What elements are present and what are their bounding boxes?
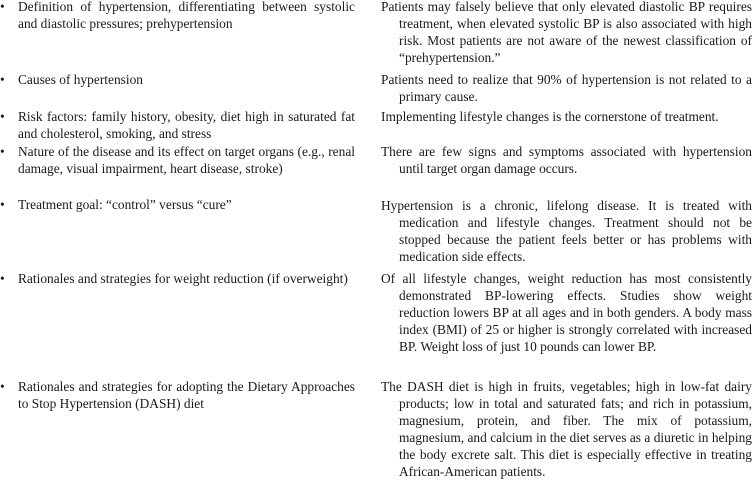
rationale-text: Of all lifestyle changes, weight reduction has most consistently demonstrated BP-lowering effects. Studies show weight reduction lowers BP at all ages and in both genders. A body mass index (BMI) of 25 or higher is strongly correlated with increased BP. Weight loss of just 10 pounds can lower BP.	[381, 271, 752, 354]
topic-text: Risk factors: family history, obesity, diet high in saturated fat and cholesterol, smoking, and stress	[18, 109, 355, 141]
bullet-icon: •	[0, 0, 5, 14]
rationale-text: There are few signs and symptoms associated with hypertension until target organ damage occurs.	[381, 144, 752, 176]
bullet-icon: •	[0, 72, 5, 87]
rationale-text: Implementing lifestyle changes is the cornerstone of treatment.	[381, 109, 719, 124]
topic-text: Treatment goal: “control” versus “cure”	[18, 197, 232, 212]
topic-text: Nature of the disease and its effect on target organs (e.g., renal damage, visual impairment, heart disease, stroke)	[18, 144, 355, 176]
bullet-icon: •	[0, 197, 5, 212]
topic-text: Rationales and strategies for weight reduction (if overweight)	[18, 271, 348, 286]
bullet-icon: •	[0, 271, 5, 286]
topic-text: Definition of hypertension, differentiating between systolic and diastolic pressures; prehypertension	[18, 0, 355, 31]
bullet-icon: •	[0, 379, 5, 394]
bullet-icon: •	[0, 144, 5, 159]
topic-text: Causes of hypertension	[18, 72, 143, 87]
rationale-text: Hypertension is a chronic, lifelong disease. It is treated with medication and lifestyle changes. Treatment should not be stopped because the patient feels better or has problems with medication side effects.	[381, 198, 752, 264]
rationale-text: The DASH diet is high in fruits, vegetables; high in low-fat dairy products; low in total and saturated fats; and rich in potassium, magnesium, protein, and fiber. The mix of potassium, magnesium, and calcium in the diet serves as a diuretic in helping the body excrete salt. This diet is especially effective in treating African-American patients.	[381, 379, 752, 479]
bullet-icon: •	[0, 109, 5, 124]
rationale-text: Patients need to realize that 90% of hypertension is not related to a primary cause.	[381, 72, 752, 104]
rationale-text: Patients may falsely believe that only elevated diastolic BP requires treatment, when elevated systolic BP is also associated with high risk. Most patients are not aware of the newest classification of “prehypertension.”	[381, 0, 752, 65]
topic-text: Rationales and strategies for adopting the Dietary Approaches to Stop Hypertension (DASH) diet	[18, 379, 355, 411]
